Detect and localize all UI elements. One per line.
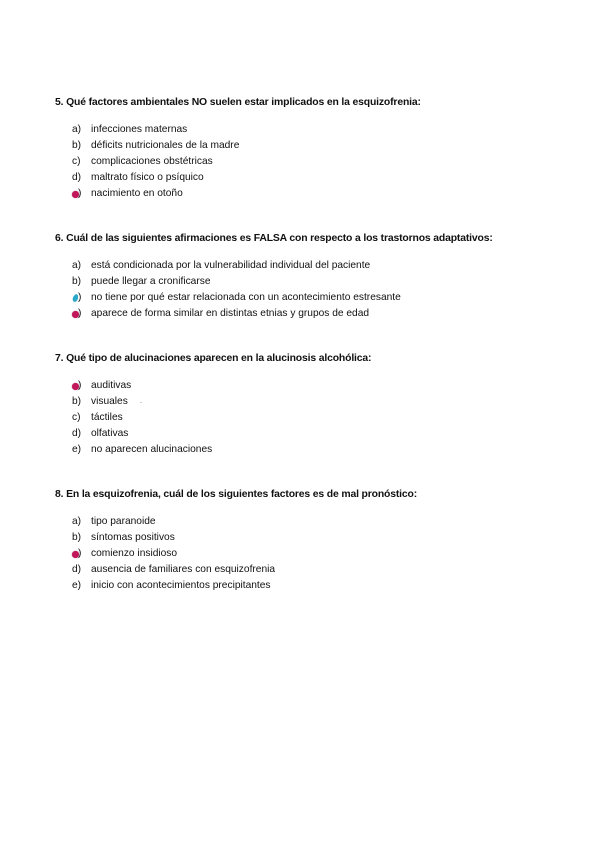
option-c[interactable] xyxy=(55,410,575,426)
option-letter: b) xyxy=(72,532,82,543)
option-text: ausencia de familiares con esquizofrenia xyxy=(91,564,276,575)
option-letter: a) xyxy=(72,260,82,271)
option-letter: b) xyxy=(72,276,82,287)
option-d[interactable] xyxy=(55,170,575,186)
option-text: visuales xyxy=(91,396,128,407)
option-text: tipo paranoide xyxy=(91,516,156,527)
option-letter: b) xyxy=(72,396,82,407)
option-c[interactable] xyxy=(55,154,575,170)
option-e[interactable] xyxy=(55,186,575,202)
option-text: nacimiento en otoño xyxy=(91,188,183,199)
option-c[interactable] xyxy=(55,290,575,306)
question-6 xyxy=(55,232,575,322)
option-letter: d) xyxy=(72,172,82,183)
option-a[interactable] xyxy=(55,122,575,138)
option-text: no aparecen alucinaciones xyxy=(91,444,213,455)
question-5 xyxy=(55,96,575,202)
option-text: auditivas xyxy=(91,380,132,391)
question-title: 5. Qué factores ambientales NO suelen estar implicados en la esquizofrenia: xyxy=(55,97,421,108)
options-list xyxy=(55,258,575,322)
option-b[interactable] xyxy=(55,138,575,154)
option-text: puede llegar a cronificarse xyxy=(91,276,211,287)
option-e[interactable] xyxy=(55,578,575,594)
option-letter: ) xyxy=(78,188,82,199)
option-text: infecciones maternas xyxy=(91,124,188,135)
option-text: aparece de forma similar en distintas etnias y grupos de edad xyxy=(91,308,370,319)
option-text: está condicionada por la vulnerabilidad individual del paciente xyxy=(91,260,371,271)
option-text: comienzo insidioso xyxy=(91,548,178,559)
question-8 xyxy=(55,488,575,594)
question-title: 6. Cuál de las siguientes afirmaciones es FALSA con respecto a los trastornos adaptativos: xyxy=(55,233,493,244)
option-letter: e) xyxy=(72,444,82,455)
option-letter: ) xyxy=(78,292,82,303)
question-7 xyxy=(55,352,575,458)
option-letter: a) xyxy=(72,516,82,527)
option-letter: c) xyxy=(72,412,81,423)
options-list xyxy=(55,378,575,458)
option-a[interactable] xyxy=(55,258,575,274)
option-letter: a) xyxy=(72,124,82,135)
option-letter: ) xyxy=(78,548,82,559)
scan-speck xyxy=(140,402,142,403)
option-letter: c) xyxy=(72,156,81,167)
option-b[interactable] xyxy=(55,530,575,546)
option-d[interactable] xyxy=(55,306,575,322)
option-e[interactable] xyxy=(55,442,575,458)
option-b[interactable] xyxy=(55,394,575,410)
option-text: síntomas positivos xyxy=(91,532,175,543)
question-title: 7. Qué tipo de alucinaciones aparecen en la alucinosis alcohólica: xyxy=(55,353,372,364)
option-d[interactable] xyxy=(55,426,575,442)
option-letter: d) xyxy=(72,428,82,439)
option-text: no tiene por qué estar relacionada con un acontecimiento estresante xyxy=(91,292,401,303)
option-a[interactable] xyxy=(55,378,575,394)
option-text: olfativas xyxy=(91,428,129,439)
option-b[interactable] xyxy=(55,274,575,290)
option-c[interactable] xyxy=(55,546,575,562)
option-text: maltrato físico o psíquico xyxy=(91,172,204,183)
option-letter: ) xyxy=(78,308,82,319)
option-letter: ) xyxy=(78,380,82,391)
options-list xyxy=(55,122,575,202)
option-d[interactable] xyxy=(55,562,575,578)
option-letter: e) xyxy=(72,580,82,591)
option-text: táctiles xyxy=(91,412,123,423)
option-a[interactable] xyxy=(55,514,575,530)
options-list xyxy=(55,514,575,594)
option-text: déficits nutricionales de la madre xyxy=(91,140,240,151)
option-letter: d) xyxy=(72,564,82,575)
option-text: complicaciones obstétricas xyxy=(91,156,213,167)
option-letter: b) xyxy=(72,140,82,151)
question-title: 8. En la esquizofrenia, cuál de los siguientes factores es de mal pronóstico: xyxy=(55,489,418,500)
option-text: inicio con acontecimientos precipitantes xyxy=(91,580,271,591)
